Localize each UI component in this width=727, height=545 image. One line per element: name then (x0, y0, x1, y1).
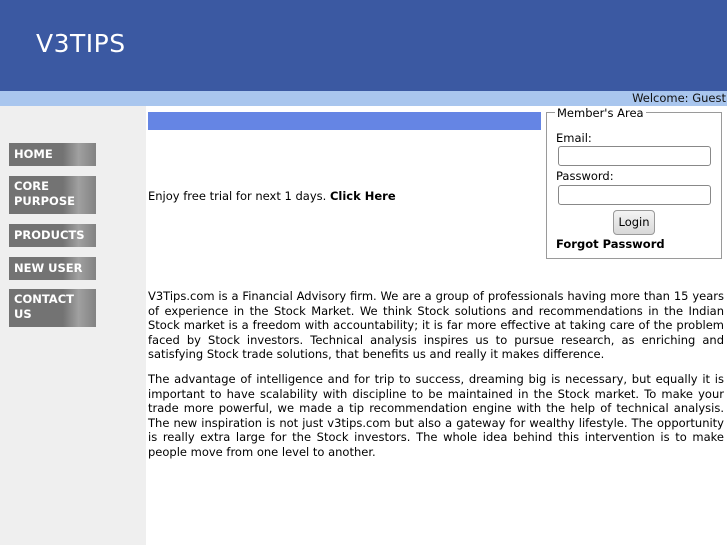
login-button[interactable]: Login (613, 210, 655, 235)
click-here-link[interactable]: Click Here (329, 189, 396, 203)
banner-strip (148, 112, 541, 130)
site-logo[interactable]: V3TIPS (36, 29, 126, 58)
nav-item-home[interactable]: HOME (9, 143, 96, 166)
sidebar (0, 106, 146, 545)
mission-paragraph: The advantage of intelligence and for trip to success, dreaming big is necessary, but equally it is important to have scalability with discipline to be maintained in the Stock market. To make your trade more powerful, we made a tip recommendation engine with the help of technical analysis. The new inspiration is not just v3tips.com but also a gateway for wealthy lifestyle. The opportunity is really extra large for the Stock investors. The whole idea behind this intervention is to make people move from one level to another. (148, 372, 724, 459)
email-label: Email: (556, 131, 592, 145)
password-label: Password: (556, 169, 614, 183)
email-field[interactable] (558, 146, 711, 166)
members-area-legend: Member's Area (557, 106, 644, 120)
nav-item-core-purpose[interactable]: CORE PURPOSE (9, 176, 96, 214)
welcome-bar (0, 91, 727, 106)
nav-item-products[interactable]: PRODUCTS (9, 224, 96, 247)
forgot-password-link[interactable]: Forgot Password (556, 237, 665, 251)
free-trial-notice (148, 189, 396, 203)
about-paragraph: V3Tips.com is a Financial Advisory firm. We are a group of professionals having more than 15 years of experience in the Stock Market. We think Stock solutions and recommendations in the Indian Stock market is a freedom with accountability; it is far more effective at taking care of the problem faced by Stock investors. Technical analysis inspires us to pursue research, as enriching and satisfying Stock trade solutions, that benefits us and really it makes difference. (148, 289, 724, 362)
password-field[interactable] (558, 185, 711, 205)
nav-item-contact-us[interactable]: CONTACT US (9, 289, 96, 327)
members-area (546, 106, 722, 259)
site-header (0, 0, 727, 91)
welcome-text: Welcome: Guest (632, 91, 726, 105)
free-trial-text: Enjoy free trial for next 1 days. (148, 189, 327, 203)
nav-item-new-user[interactable]: NEW USER (9, 257, 96, 280)
